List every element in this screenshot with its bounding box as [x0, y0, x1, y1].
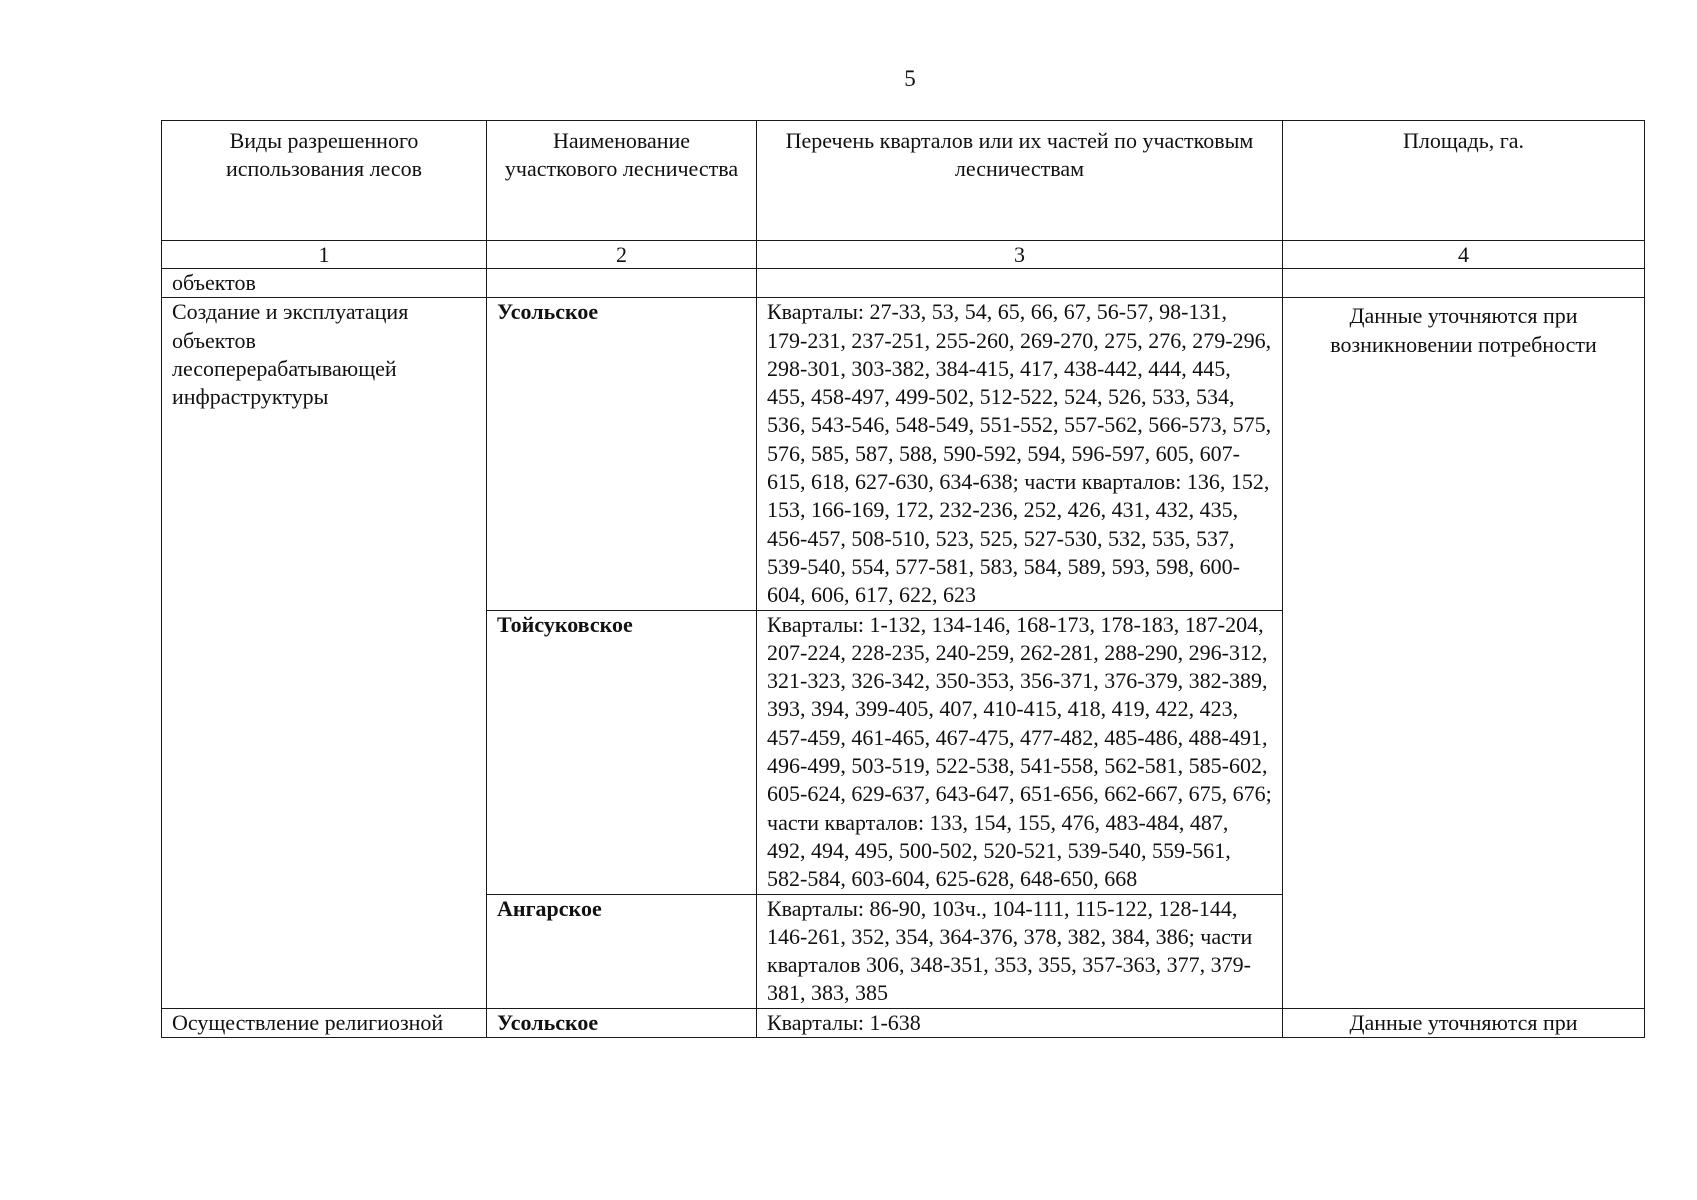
table-row — [162, 298, 1645, 610]
table-row — [162, 1008, 1645, 1037]
area-cell — [1283, 269, 1645, 298]
quarters-cell: Кварталы: 1-132, 134-146, 168-173, 178-183, 187-204, 207-224, 228-235, 240-259, 262-281, 288-290, 296-312, 321-323, 326-342, 350-353, 356-371, 376-379, 382-389, 393, 394, 399-405, 407, 410-415, 418, 419, 422, 423, 457-459, 461-465, 467-475, 477-482, 485-486, 488-491, 496-499, 503-519, 522-538, 541-558, 562-581, 585-602, 605-624, 629-637, 643-647, 651-656, 662-667, 675, 676; части кварталов: 133, 154, 155, 476, 483-484, 487, 492, 494, 495, 500-502, 520-521, 539-540, 559-561, 582-584, 603-604, 625-628, 648-650, 668 — [757, 610, 1283, 894]
forestry-cell: Усольское — [487, 1008, 757, 1037]
forestry-cell: Усольское — [487, 298, 757, 610]
area-cell: Данные уточняются при возникновении потребности — [1283, 298, 1645, 1008]
quarters-cell: Кварталы: 86-90, 103ч., 104-111, 115-122, 128-144, 146-261, 352, 354, 364-376, 378, 382, 384, 386; части кварталов 306, 348-351, 353, 355, 357-363, 377, 379-381, 383, 385 — [757, 894, 1283, 1008]
forest-use-table — [161, 120, 1645, 1038]
forestry-cell: Ангарское — [487, 894, 757, 1008]
use-type-cell: объектов — [162, 269, 487, 298]
quarters-cell: Кварталы: 27-33, 53, 54, 65, 66, 67, 56-57, 98-131, 179-231, 237-251, 255-260, 269-270, 275, 276, 279-296, 298-301, 303-382, 384-415, 417, 438-442, 444, 445, 455, 458-497, 499-502, 512-522, 524, 526, 533, 534, 536, 543-546, 548-549, 551-552, 557-562, 566-573, 575, 576, 585, 587, 588, 590-592, 594, 596-597, 605, 607-615, 618, 627-630, 634-638; части кварталов: 136, 152, 153, 166-169, 172, 232-236, 252, 426, 431, 432, 435, 456-457, 508-510, 523, 525, 527-530, 532, 535, 537, 539-540, 554, 577-581, 583, 584, 589, 593, 598, 600-604, 606, 617, 622, 623 — [757, 298, 1283, 610]
column-number: 2 — [487, 241, 757, 269]
use-type-cell: Осуществление религиозной — [162, 1008, 487, 1037]
table-header-row — [162, 121, 1645, 241]
header-quarters: Перечень кварталов или их частей по участковым лесничествам — [757, 121, 1283, 241]
column-number: 1 — [162, 241, 487, 269]
quarters-cell — [757, 269, 1283, 298]
header-area: Площадь, га. — [1283, 121, 1645, 241]
forestry-cell — [487, 269, 757, 298]
header-forestry: Наименование участкового лесничества — [487, 121, 757, 241]
column-number-row — [162, 241, 1645, 269]
column-number: 4 — [1283, 241, 1645, 269]
forestry-cell: Тойсуковское — [487, 610, 757, 894]
quarters-cell: Кварталы: 1-638 — [757, 1008, 1283, 1037]
table-row — [162, 269, 1645, 298]
column-number: 3 — [757, 241, 1283, 269]
area-cell: Данные уточняются при — [1283, 1008, 1645, 1037]
header-use-type: Виды разрешенного использования лесов — [162, 121, 487, 241]
use-type-cell: Создание и эксплуатация объектов лесоперерабатывающей инфраструктуры — [162, 298, 487, 1008]
page-number: 5 — [904, 66, 916, 91]
